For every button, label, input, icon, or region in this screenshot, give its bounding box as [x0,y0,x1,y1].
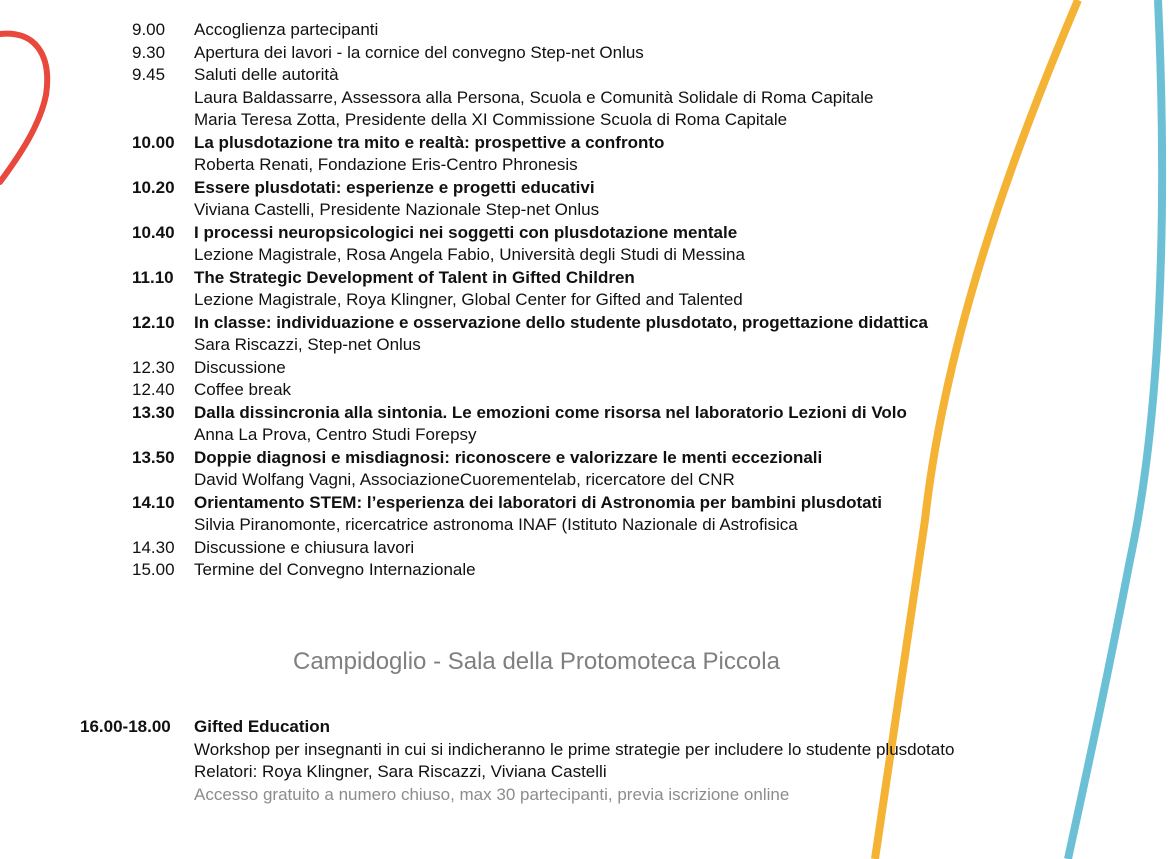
schedule-row [0,514,1174,537]
schedule-row [0,312,1174,335]
schedule-time: 9.45 [132,65,166,84]
schedule-text: Lezione Magistrale, Roya Klingner, Global Center for Gifted and Talented [194,290,743,309]
schedule-text: Anna La Prova, Centro Studi Forepsy [194,425,477,444]
schedule-time: 14.10 [132,492,175,512]
schedule-list [0,19,1174,582]
schedule-time: 13.30 [132,402,175,422]
schedule-row [0,199,1174,222]
schedule-row [0,244,1174,267]
workshop-title: Gifted Education [194,717,330,736]
schedule-row [0,357,1174,380]
schedule-row [0,19,1174,42]
schedule-row [0,132,1174,155]
schedule-row [0,87,1174,110]
schedule-time: 11.10 [132,267,174,287]
workshop-section [0,716,1174,806]
workshop-header-row [0,716,1174,739]
schedule-text: Coffee break [194,380,292,399]
schedule-text: In classe: individuazione e osservazione dello studente plusdotato, progettazione didattica [194,312,928,332]
schedule-text: Discussione e chiusura lavori [194,537,415,557]
schedule-text: Discussione [194,357,286,377]
schedule-time: 9.30 [132,42,166,62]
schedule-row [0,492,1174,515]
workshop-description: Workshop per insegnanti in cui si indicheranno le prime strategie per includere lo studente plusdotato [194,739,955,759]
schedule-text: Lezione Magistrale, Rosa Angela Fabio, Università degli Studi di Messina [194,245,745,264]
schedule-time: 10.40 [132,222,175,242]
schedule-time: 14.30 [132,537,175,557]
schedule-text: Apertura dei lavori - la cornice del convegno Step-net Onlus [194,42,644,62]
schedule-text: Saluti delle autorità [194,65,339,84]
schedule-time: 10.20 [132,177,175,197]
schedule-text: I processi neuropsicologici nei soggetti con plusdotazione mentale [194,222,738,242]
schedule-text: Maria Teresa Zotta, Presidente della XI Commissione Scuola di Roma Capitale [194,110,788,129]
schedule-text: Orientamento STEM: l’esperienza dei laboratori di Astronomia per bambini plusdotati [194,492,882,512]
schedule-text: Essere plusdotati: esperienze e progetti educativi [194,177,595,197]
schedule-text: Roberta Renati, Fondazione Eris-Centro Phronesis [194,155,578,174]
schedule-row [0,379,1174,402]
schedule-time: 12.40 [132,380,175,399]
schedule-text: Viviana Castelli, Presidente Nazionale Step-net Onlus [194,200,600,219]
schedule-row [0,42,1174,65]
workshop-speakers: Relatori: Roya Klingner, Sara Riscazzi, Viviana Castelli [194,762,607,781]
schedule-time: 12.30 [132,357,175,377]
schedule-row [0,334,1174,357]
schedule-row [0,109,1174,132]
workshop-time: 16.00-18.00 [80,717,171,736]
schedule-time: 15.00 [132,560,175,579]
schedule-text: Silvia Piranomonte, ricercatrice astronoma INAF (Istituto Nazionale di Astrofisica [194,515,798,534]
schedule-text: Laura Baldassarre, Assessora alla Persona, Scuola e Comunità Solidale di Roma Capitale [194,87,874,107]
schedule-time: 12.10 [132,312,175,332]
workshop-speakers-row [0,761,1174,784]
workshop-description-row [0,739,1174,762]
schedule-row [0,469,1174,492]
schedule-row [0,402,1174,425]
schedule-time: 9.00 [132,20,166,39]
schedule-text: La plusdotazione tra mito e realtà: prospettive a confronto [194,132,665,152]
schedule-time: 13.50 [132,447,175,467]
workshop-access-row [0,784,1174,807]
schedule-text: Sara Riscazzi, Step-net Onlus [194,335,421,354]
workshop-access: Accesso gratuito a numero chiuso, max 30 partecipanti, previa iscrizione online [194,784,790,804]
schedule-row [0,559,1174,582]
schedule-row [0,447,1174,470]
schedule-row [0,424,1174,447]
schedule-row [0,154,1174,177]
schedule-text: The Strategic Development of Talent in Gifted Children [194,267,635,287]
schedule-row [0,537,1174,560]
schedule-text: David Wolfang Vagni, AssociazioneCuorementelab, ricercatore del CNR [194,470,735,489]
schedule-text: Doppie diagnosi e misdiagnosi: riconoscere e valorizzare le menti eccezionali [194,447,823,467]
schedule-row [0,177,1174,200]
schedule-text: Dalla dissincronia alla sintonia. Le emozioni come risorsa nel laboratorio Lezioni di Volo [194,402,907,422]
schedule-row [0,267,1174,290]
schedule-text: Termine del Convegno Internazionale [194,560,476,579]
venue-title: Campidoglio - Sala della Protomoteca Piccola [293,648,780,675]
schedule-row [0,289,1174,312]
schedule-text: Accoglienza partecipanti [194,20,379,39]
schedule-row [0,64,1174,87]
schedule-row [0,222,1174,245]
schedule-time: 10.00 [132,132,175,152]
